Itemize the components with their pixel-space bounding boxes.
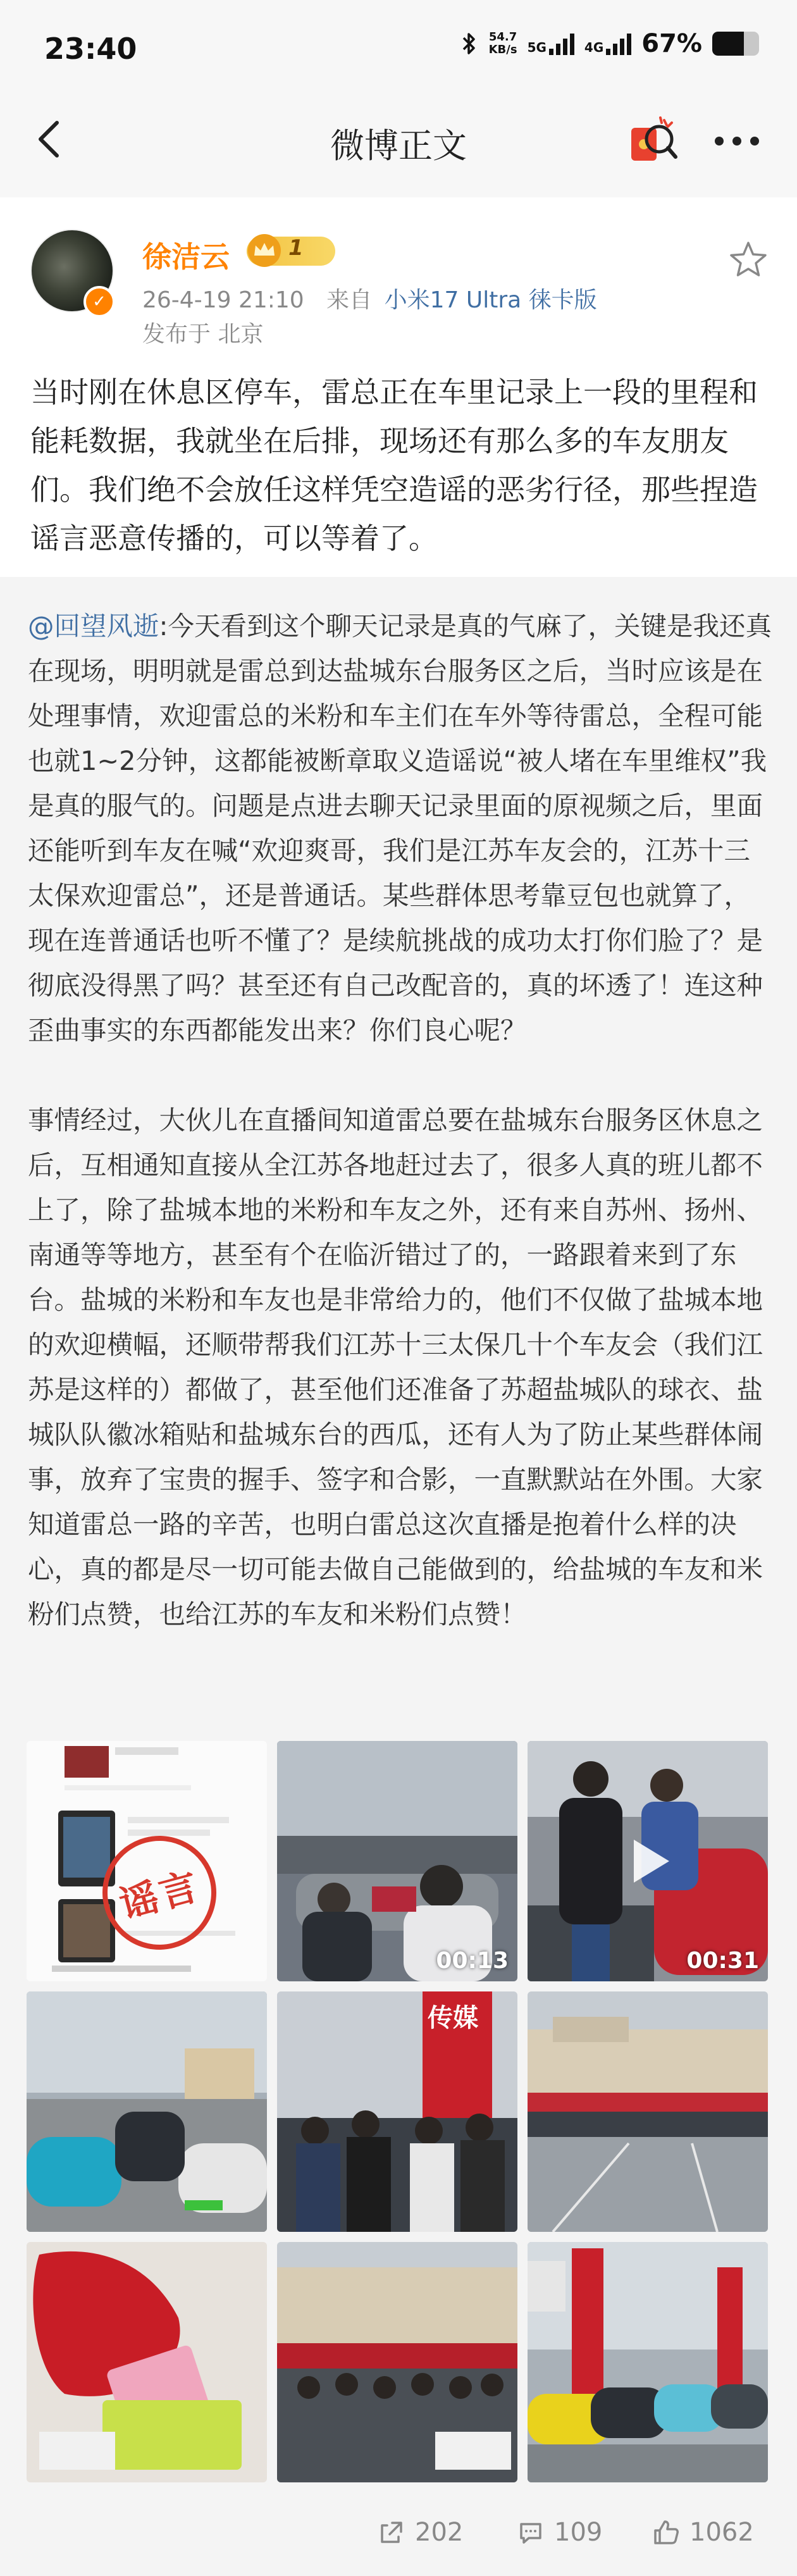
net-speed-value: 54.7 bbox=[488, 30, 517, 44]
image-service-area[interactable] bbox=[528, 1991, 768, 2232]
comment-count: 109 bbox=[554, 2518, 603, 2547]
like-icon bbox=[652, 2518, 681, 2547]
star-icon[interactable] bbox=[727, 239, 769, 281]
crowd-sign-art bbox=[277, 1991, 517, 2232]
comment-button[interactable] bbox=[516, 2518, 602, 2547]
cars-parking-art bbox=[27, 1991, 267, 2232]
vip-level: 1 bbox=[288, 235, 304, 261]
signal-label-1: 5G bbox=[527, 40, 547, 55]
image-video-1[interactable] bbox=[277, 1741, 517, 1981]
like-count: 1062 bbox=[689, 2518, 754, 2547]
post-time: 26-4-19 21:10 bbox=[142, 287, 304, 313]
video-duration: 00:13 bbox=[436, 1948, 509, 1974]
status-indicators bbox=[460, 29, 759, 58]
author-name[interactable]: 徐洁云 bbox=[142, 240, 230, 274]
repost-card[interactable] bbox=[0, 577, 797, 2576]
net-speed bbox=[489, 31, 517, 56]
net-speed-unit: KB/s bbox=[488, 43, 517, 56]
image-chat-screenshot[interactable] bbox=[27, 1741, 267, 1981]
battery-fill bbox=[712, 32, 744, 56]
repost-text bbox=[28, 604, 772, 1637]
rumor-stamp-text: 谣言 bbox=[115, 1864, 206, 1928]
image-group-photo[interactable] bbox=[277, 2242, 517, 2482]
more-icon[interactable] bbox=[702, 113, 772, 170]
image-cars-row[interactable] bbox=[528, 2242, 768, 2482]
comment-icon bbox=[516, 2518, 545, 2547]
signal-icon bbox=[528, 32, 574, 55]
image-gifts[interactable] bbox=[27, 2242, 267, 2482]
battery-icon bbox=[712, 32, 759, 56]
like-button[interactable] bbox=[652, 2518, 754, 2547]
post-card bbox=[0, 197, 797, 577]
repost-icon bbox=[377, 2518, 406, 2547]
action-bar bbox=[0, 2492, 797, 2576]
repost-text-part1: :今天看到这个聊天记录是真的气麻了，关键是我还真在现场，明明就是雷总到达盐城东台服务区之后，当时应该是在处理事情，欢迎雷总的米粉和车主们在车外等待雷总，全程可能也就1~2分钟，这都能被断章取义造谣说“被人堵在车里维权”我是真的服气的。问题是点进去聊天记录里面的原视频之后，里面还能听到车友在喊“欢迎爽哥，我们是江苏车友会的，江苏十三太保欢迎雷总”，还是普通话。某些群体思考靠豆包也就算了，现在连普通话也听不懂了？是续航挑战的成功太打你们脸了？是彻底没得黑了吗？甚至还有自己改配音的，真的坏透了！连这种歪曲事实的东西都能发出来？你们良心呢？ bbox=[28, 610, 772, 1046]
signal-icon-2 bbox=[584, 32, 631, 55]
service-area-art bbox=[528, 1991, 768, 2232]
status-bar bbox=[0, 0, 797, 95]
repost-button[interactable] bbox=[377, 2518, 463, 2547]
nav-bar bbox=[0, 95, 797, 183]
video-duration: 00:31 bbox=[686, 1948, 759, 1974]
status-time: 23:40 bbox=[44, 32, 137, 66]
gifts-art bbox=[27, 2242, 267, 2482]
image-video-2[interactable] bbox=[528, 1741, 768, 1981]
mention-link[interactable]: @回望风逝 bbox=[28, 610, 159, 641]
post-meta bbox=[142, 282, 597, 314]
source-prefix: 来自 bbox=[326, 287, 373, 313]
repost-count: 202 bbox=[415, 2518, 464, 2547]
post-location: 发布于 北京 bbox=[142, 321, 264, 347]
sign-text: 传媒 bbox=[428, 2003, 478, 2033]
image-crowd-sign[interactable] bbox=[277, 1991, 517, 2232]
image-cars-parking[interactable] bbox=[27, 1991, 267, 2232]
verified-badge-icon: ✓ bbox=[83, 286, 115, 318]
play-icon[interactable] bbox=[629, 1836, 673, 1886]
image-grid bbox=[27, 1741, 770, 2494]
cars-row-art bbox=[528, 2242, 768, 2482]
video-1-art bbox=[277, 1741, 517, 1981]
bluetooth-icon bbox=[460, 31, 479, 56]
repost-text-part2: 事情经过，大伙儿在直播间知道雷总要在盐城东台服务区休息之后，互相通知直接从全江苏各地赶过去了，很多人真的班儿都不上了，除了盐城本地的米粉和车友之外，还有来自苏州、扬州、南通等等地方，甚至有个在临沂错过了的，一路跟着来到了东台。盐城的米粉和车友也是非常给力的，他们不仅做了盐城本地的欢迎横幅，还顺带帮我们江苏十三太保几十个车友会（我们江苏是这样的）都做了，甚至他们还准备了苏超盐城队的球衣、盐城队队徽冰箱贴和盐城东台的西瓜，还有人为了防止某些群体闹事，放弃了宝贵的握手、签字和合影，一直默默站在外围。大家知道雷总一路的辛苦，也明白雷总这次直播是抱着什么样的决心，真的都是尽一切可能去做自己能做到的，给盐城的车友和米粉们点赞，也给江苏的车友和米粉们点赞！ bbox=[28, 1105, 763, 1630]
post-text: 当时刚在休息区停车，雷总正在车里记录上一段的里程和能耗数据，我就坐在后排，现场还有那么多的车友朋友们。我们绝不会放任这样凭空造谣的恶劣行径，那些捏造谣言恶意传播的，可以等着了。 bbox=[30, 375, 758, 555]
page-title: 微博正文 bbox=[330, 126, 467, 166]
post-device[interactable]: 小米17 Ultra 徕卡版 bbox=[384, 287, 597, 313]
group-photo-art bbox=[277, 2242, 517, 2482]
signal-label-2: 4G bbox=[584, 40, 604, 55]
red-envelope-icon[interactable] bbox=[620, 109, 683, 172]
crown-icon bbox=[247, 233, 282, 268]
battery-percent: 67% bbox=[641, 29, 702, 58]
